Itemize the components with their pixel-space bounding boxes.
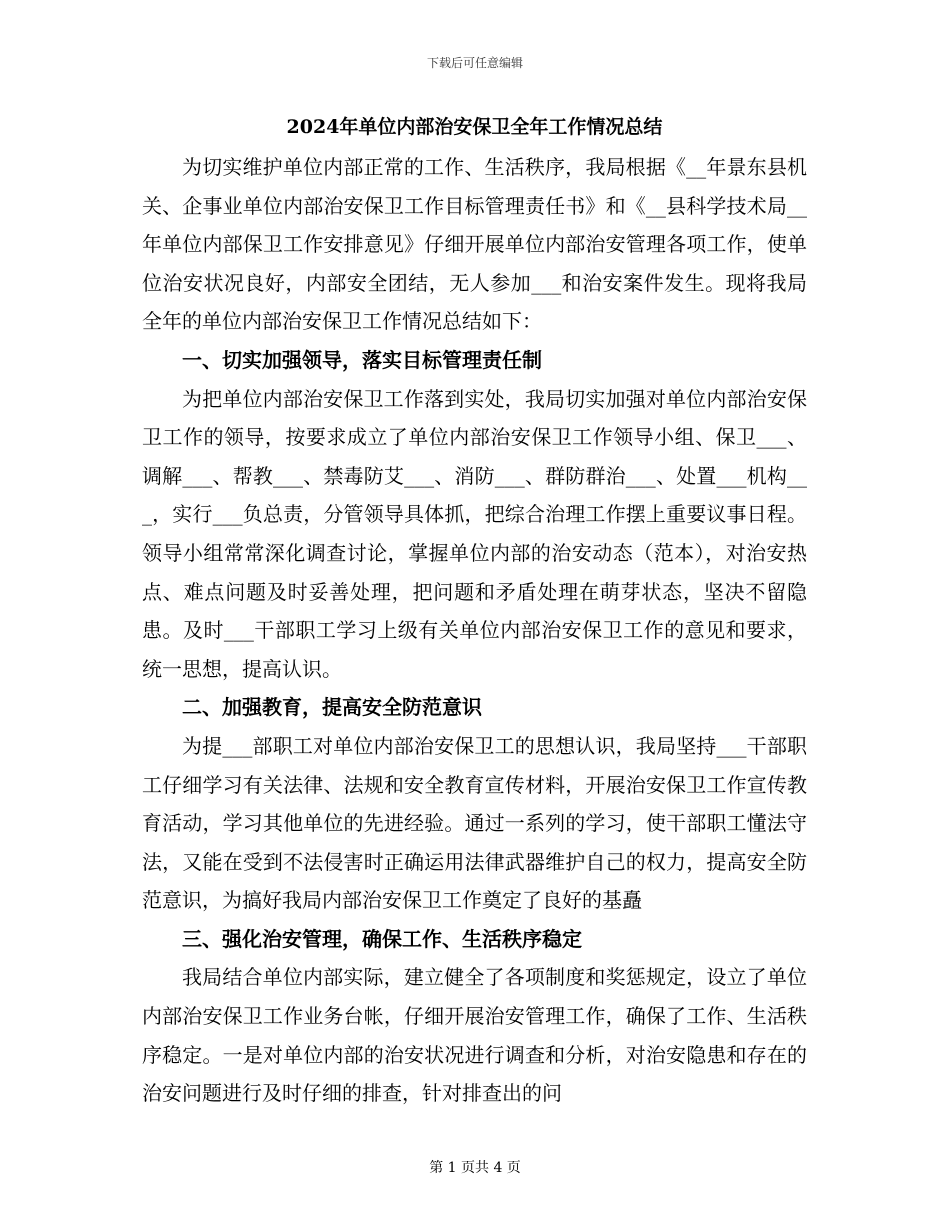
page-header-note: 下载后可任意编辑 <box>426 56 523 70</box>
section-2-heading: 二、加强教育，提高安全防范意识 <box>182 695 482 720</box>
section-3-body: 我局结合单位内部实际，建立健全了各项制度和奖惩规定，设立了单位内部治安保卫工作业务台帐，仔细开展治安管理工作，确保了工作、生活秩序稳定。一是对单位内部的治安状况进行调查和分析，对治安隐患和存在的治安问题进行及时仔细的排查，针对排查出的问 <box>142 965 807 1106</box>
document-body <box>142 112 807 1113</box>
page-number: 第 1 页共 4 页 <box>429 1160 521 1176</box>
section-2-body: 为提___部职工对单位内部治安保卫工的思想认识，我局坚持___干部职工仔细学习有关法律、法规和安全教育宣传材料，开展治安保卫工作宣传教育活动，学习其他单位的先进经验。通过一系列的学习，使干部职工懂法守法，又能在受到不法侵害时正确运用法律武器维护自己的权力，提高安全防范意识，为搞好我局内部治安保卫工作奠定了良好的基矗 <box>142 733 807 913</box>
intro-paragraph: 为切实维护单位内部正常的工作、生活秩序，我局根据《__年景东县机关、企事业单位内部治安保卫工作目标管理责任书》和《__县科学技术局__年单位内部保卫工作安排意见》仔细开展单位内部治安管理各项工作，使单位治安状况良好，内部安全团结，无人参加___和治安案件发生。现将我局全年的单位内部治安保卫工作情况总结如下： <box>142 155 807 334</box>
section-3-heading: 三、强化治安管理，确保工作、生活秩序稳定 <box>182 926 582 951</box>
section-1-body: 为把单位内部治安保卫工作落到实处，我局切实加强对单位内部治安保卫工作的领导，按要求成立了单位内部治安保卫工作领导小组、保卫___、调解___、帮教___、禁毒防艾___、消防___、群防群治___、处置___机构___，实行___负总责，分管领导具体抓，把综合治理工作摆上重要议事日程。领导小组常常深化调查讨论，掌握单位内部的治安动态（范本），对治安热点、难点问题及时妥善处理，把问题和矛盾处理在萌芽状态，坚决不留隐患。及时___干部职工学习上级有关单位内部治安保卫工作的意见和要求，统一思想，提高认识。 <box>142 386 807 681</box>
section-1-heading: 一、切实加强领导，落实目标管理责任制 <box>182 347 542 372</box>
document-title: 2024年单位内部治安保卫全年工作情况总结 <box>286 116 663 138</box>
